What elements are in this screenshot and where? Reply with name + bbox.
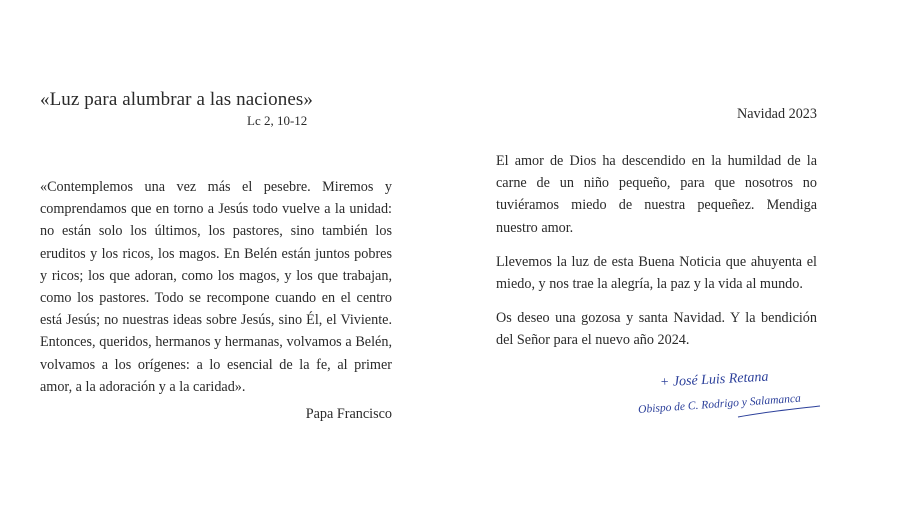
bible-reference: Lc 2, 10-12 (247, 113, 308, 128)
message-paragraph-1: El amor de Dios ha descendido en la humildad de la carne de un niño pequeño, para que nosotros no tuviéramos miedo de nuestra pequeñez. Mendiga nuestro amor. (496, 153, 817, 236)
left-column (40, 88, 392, 424)
quote-author: Papa Francisco (305, 406, 392, 423)
right-column (496, 104, 817, 352)
signature-drawing (634, 362, 824, 422)
signature-name: + José Luis Retana (659, 369, 769, 391)
message-paragraph-2: Llevemos la luz de esta Buena Noticia que ahuyenta el miedo, y nos trae la alegría, la paz y la vida al mundo. (496, 253, 817, 293)
date-heading: Navidad 2023 (737, 106, 817, 122)
pope-quote: «Contemplemos una vez más el pesebre. Miremos y comprendamos que en torno a Jesús todo vuelve a la unidad: no están solo los últimos, los pastores, sino también los eruditos y los ricos, los magos. En Belén están juntos pobres y ricos; los que adoran, como los magos, y los que trabajan, como los pastores. Todo se recompone cuando en el centro está Jesús; no nuestras ideas sobre Jesús, sino Él, el Viviente. Entonces, queridos, hermanos y hermanas, volvamos a Belén, volvamos a los orígenes: a lo esencial de la fe, al primer amor, a la adoración y a la caridad». (40, 179, 392, 395)
handwritten-signature (634, 362, 824, 422)
signature-title: Obispo de C. Rodrigo y Salamanca (637, 392, 802, 416)
page-title: «Luz para alumbrar a las naciones» (40, 89, 313, 110)
message-paragraph-3: Os deseo una gozosa y santa Navidad. Y la bendición del Señor para el nuevo año 2024. (496, 310, 817, 349)
